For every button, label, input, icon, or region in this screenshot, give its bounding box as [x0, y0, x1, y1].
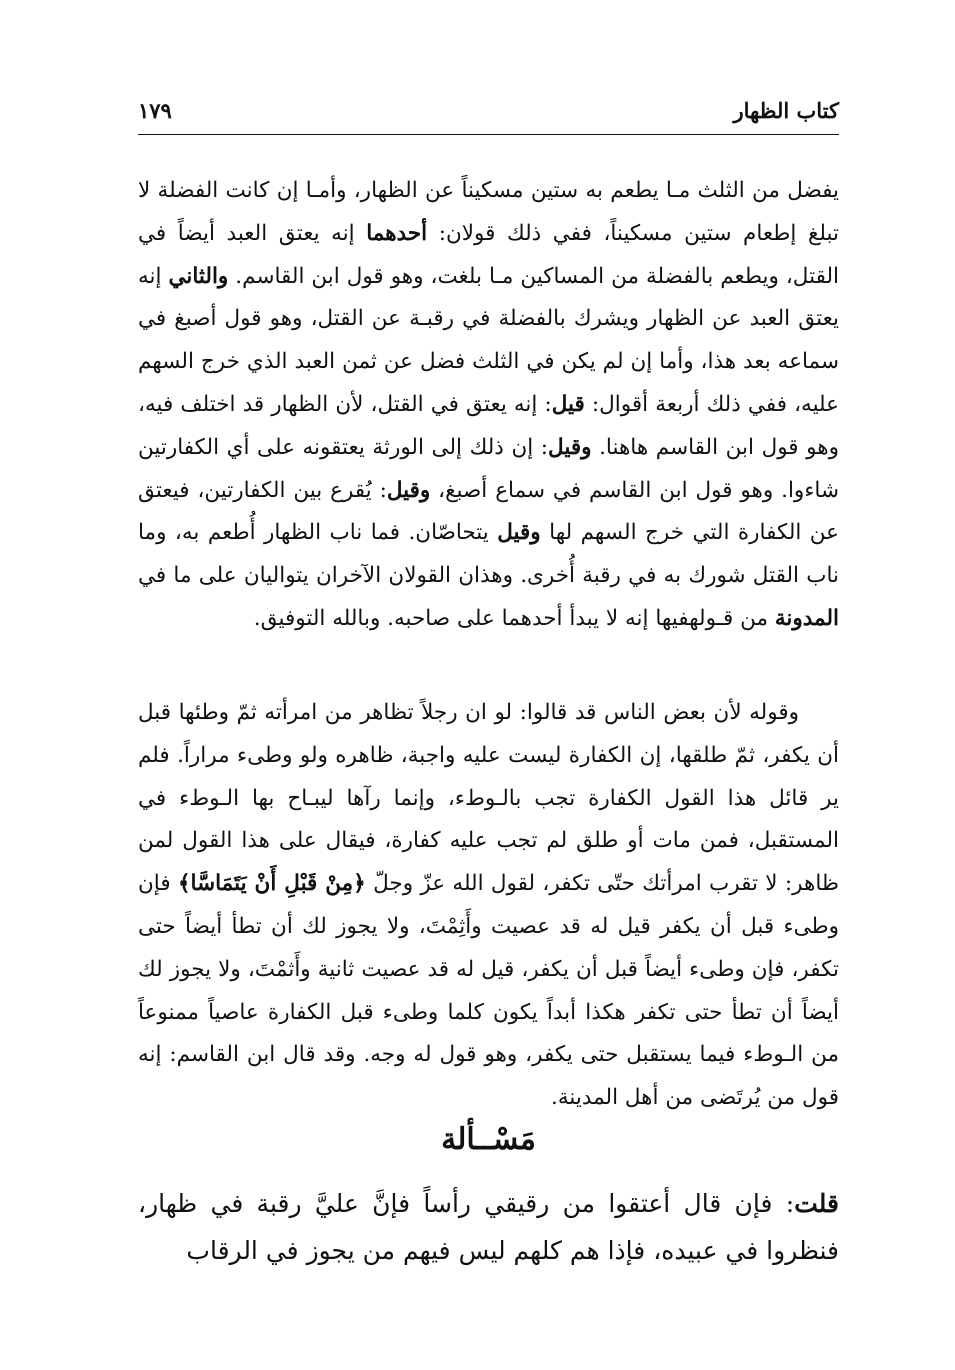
- keyword: وقيل: [386, 477, 431, 503]
- running-title: كتاب الظهار: [733, 98, 839, 123]
- paragraph-2: [138, 692, 839, 1120]
- keyword: وقيل: [548, 434, 592, 460]
- keyword: وقيل: [497, 520, 541, 546]
- text-run: فإن وطىء قبل أن يكفر قيل له قد عصيت وأَثِمْتَ، ولا يجوز لك أن تطأ أيضاً حتى تكفر، فإن وطىء أيضاً قبل أن يكفر، قيل له قد عصيت ثانية وأَثمْتَ، ولا يجوز لك أيضاً أن تطأ حتى تكفر هكذا أبداً يكون كلما وطىء قبل الكفارة عاصياً ممنوعاً من الـوطء فيما يستقبل حتى يكفر، وهو قول له وجه. وقد قال ابن القاسم: إنه قول من يُرتَضى من أهل المدينة.: [138, 871, 839, 1111]
- text-run: وقوله لأن بعض الناس قد قالوا: لو ان رجلاً تظاهر من امرأته ثمّ وطئها قبل أن يكفر، ثمّ طلقها، إن الكفارة ليست عليه واجبة، ظاهره ولو وطىء مراراً. فلم ير قائل هذا القول الكفارة تجب بالـوطء، وإنما رآها ليبـاح بها الـوطء في المستقبل، فمن مات أو طلق لم تجب عليه كفارة، فيقال على هذا القول لمن ظاهر: لا تقرب امرأتك حتّى تكفر، لقول الله عزّ وجلّ: [138, 700, 840, 897]
- text-run: يفضل من الثلث مـا يطعم به ستين مسكيناً عن الظهار، وأمـا إن كانت الفضلة لا تبلغ إطعام ستين مسكيناً، ففي ذلك قولان:: [138, 178, 839, 246]
- text-run: يتحاصّان. فما ناب الظهار أُطعم به، وما ناب القتل شورك به في رقبة أُخرى. وهذان القولان الآخران يتواليان على ما في: [138, 520, 839, 589]
- page-header: [138, 96, 839, 135]
- keyword: والثاني: [168, 263, 229, 289]
- text-run: : إنه يعتق في القتل، لأن الظهار قد اختلف فيه، وهو قول ابن القاسم هاهنا.: [138, 391, 839, 460]
- section-heading: مَسْــألة: [441, 1122, 536, 1157]
- text-run: إنه يعتق العبد أيضاً في القتل، ويطعم بالفضلة من المساكين مـا بلغت، وهو قول ابن القاسم.: [138, 220, 839, 289]
- page-number: ١٧٩: [138, 98, 172, 123]
- text-run: : إن ذلك إلى الورثة يعتقونه على أي الكفارتين شاءوا. وهو قول ابن القاسم في سماع أصبغ،: [138, 434, 839, 503]
- text-run: إنه يعتق العبد عن الظهار ويشرك بالفضلة في رقبـة عن القتل، وهو قول أصبغ في سماعه بعد هذا، وأما إن لم يكن في الثلث فضل عن ثمن العبد الذي خرج السهم عليه، ففي ذلك أربعة أقوال:: [138, 263, 839, 417]
- text-run: من قـولهفيها إنه لا يبدأ أحدهما على صاحبه. وبالله التوفيق.: [253, 605, 775, 631]
- paragraph-1: [138, 170, 839, 641]
- text-run: : يُقرع بين الكفارتين، فيعتق عن الكفارة التي خرج السهم لها: [138, 477, 840, 546]
- keyword: المدونة: [774, 605, 839, 631]
- keyword: قيل: [551, 391, 585, 417]
- paragraph-3: [138, 1180, 839, 1274]
- quran-verse: ﴿مِنْ قَبْلِ أَنْ يَتَمَاسَّا﴾: [177, 871, 366, 897]
- keyword: قلت: [794, 1189, 839, 1218]
- text-run: : فإن قال أعتقوا من رقيقي رأساً فإنَّ عليَّ رقبة في ظهار، فنظروا في عبيده، فإذا هم كلهم ليس فيهم من يجوز في الرقاب: [138, 1189, 839, 1265]
- keyword: أحدهما: [366, 220, 428, 246]
